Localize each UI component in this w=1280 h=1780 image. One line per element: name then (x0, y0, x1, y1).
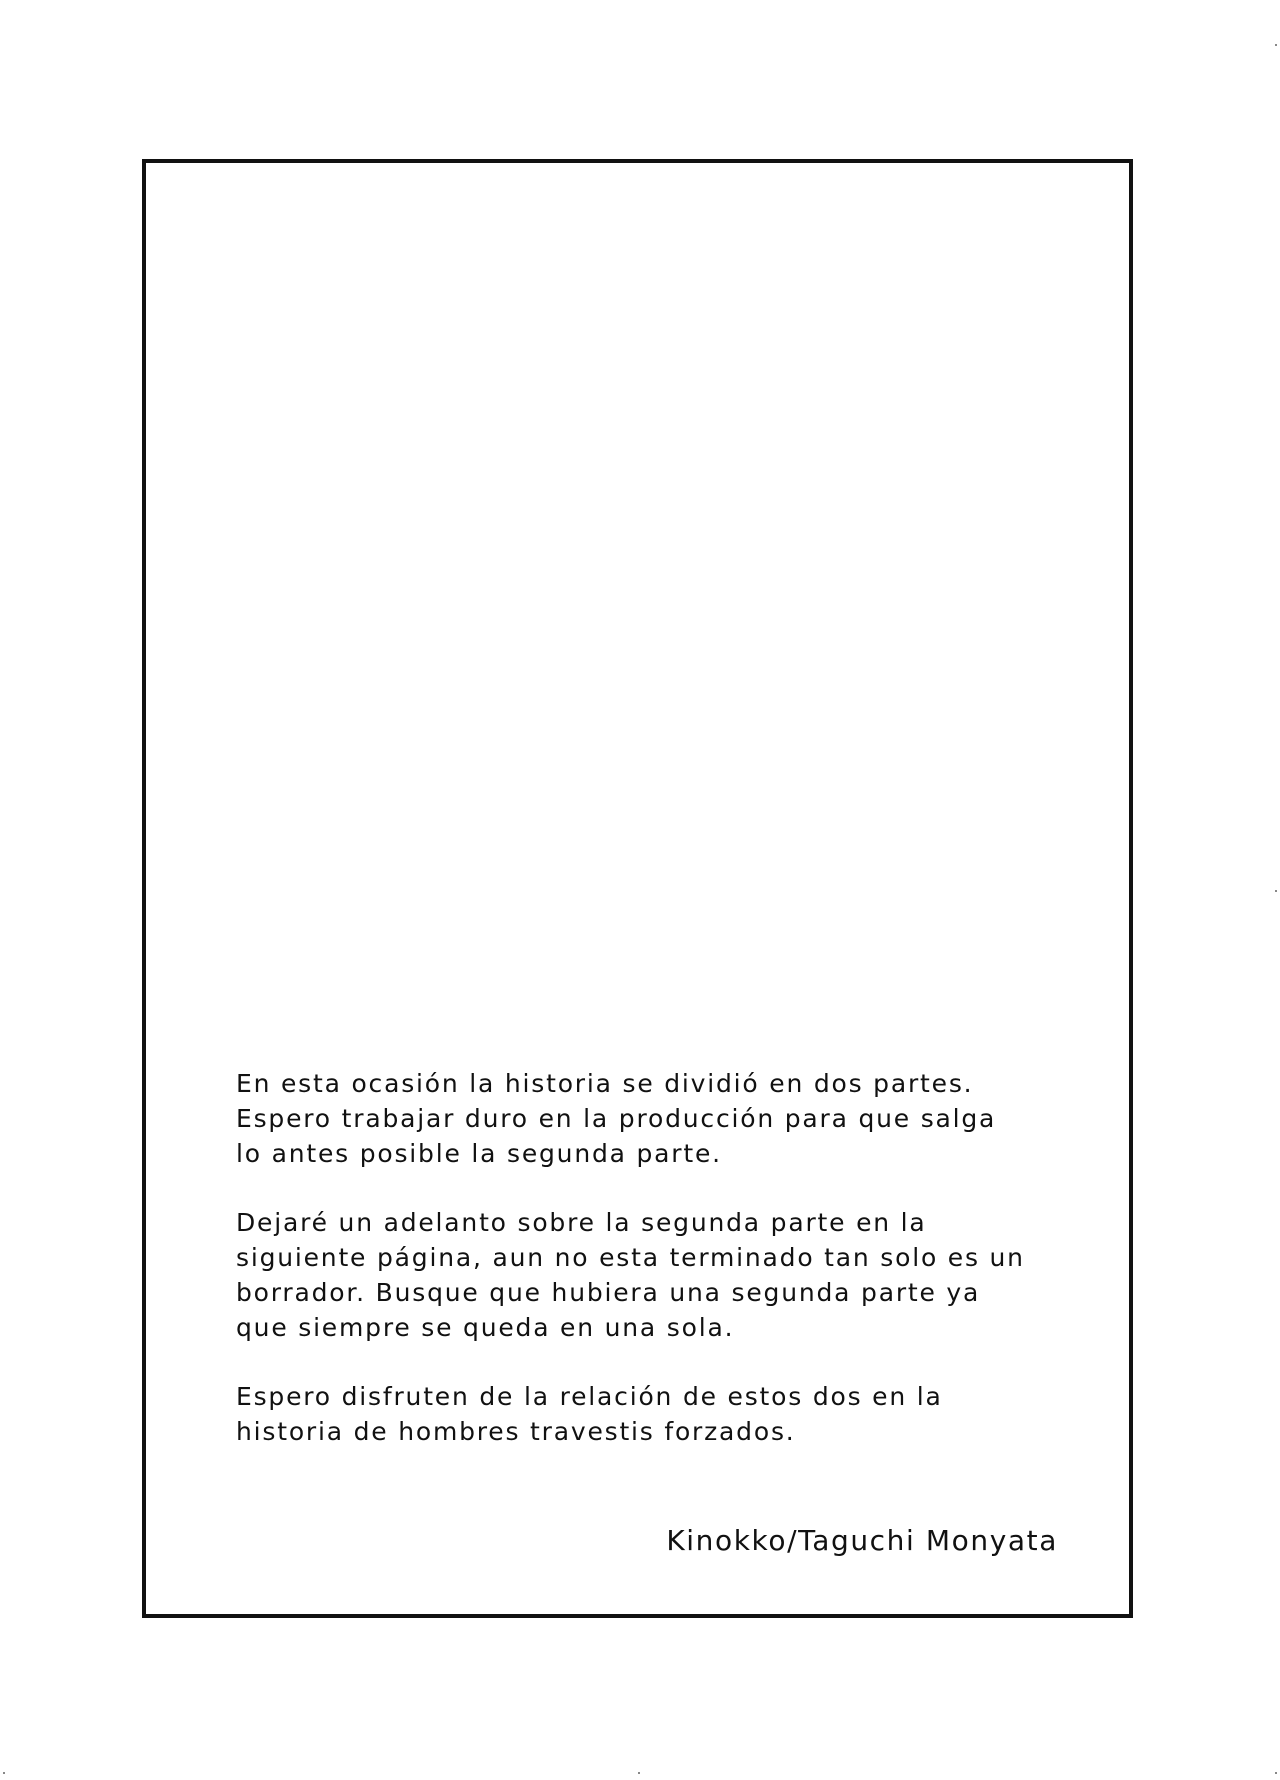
crop-mark (1275, 44, 1277, 46)
note-text (236, 1066, 1056, 1483)
text-line: que siempre se queda en una sola. (236, 1313, 735, 1342)
crop-mark (3, 1772, 5, 1774)
text-line: Espero trabajar duro en la producción para que salga (236, 1104, 997, 1133)
text-line: siguiente página, aun no esta terminado tan solo es un (236, 1243, 1025, 1272)
author-signature: Kinokko/Taguchi Monyata (666, 1524, 1058, 1557)
crop-mark (1275, 1772, 1277, 1774)
paragraph-2 (236, 1205, 1056, 1345)
crop-mark (1275, 890, 1277, 892)
text-line: borrador. Busque que hubiera una segunda parte ya (236, 1278, 981, 1307)
text-line: lo antes posible la segunda parte. (236, 1139, 722, 1168)
text-line: En esta ocasión la historia se dividió en dos partes. (236, 1069, 974, 1098)
text-line: historia de hombres travestis forzados. (236, 1417, 796, 1446)
paragraph-1 (236, 1066, 1056, 1171)
crop-mark (638, 1772, 640, 1774)
text-line: Dejaré un adelanto sobre la segunda parte en la (236, 1208, 927, 1237)
paragraph-3 (236, 1379, 1056, 1449)
text-line: Espero disfruten de la relación de estos dos en la (236, 1382, 943, 1411)
